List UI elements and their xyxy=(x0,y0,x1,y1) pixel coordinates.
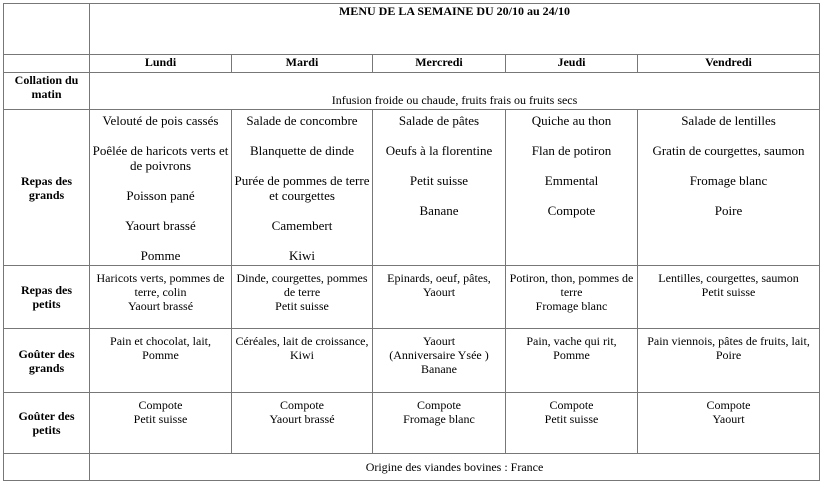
menu-item: Yaourt brassé xyxy=(269,412,335,426)
menu-item: Salade de concombre xyxy=(246,113,358,128)
item-spacer xyxy=(640,188,817,203)
cell-gouter-grands-lundi xyxy=(90,329,232,393)
cell-gouter-petits-vendredi xyxy=(638,393,820,454)
menu-item: Compote xyxy=(547,203,596,218)
cell-gouter-grands-mercredi xyxy=(373,329,506,393)
menu-item: Fromage blanc xyxy=(535,299,608,313)
item-spacer xyxy=(234,128,370,143)
cell-gouter-petits-lundi xyxy=(90,393,232,454)
menu-item: (Anniversaire Ysée ) xyxy=(389,348,489,362)
cell-repas-grands-lundi xyxy=(90,110,232,266)
item-spacer xyxy=(375,158,503,173)
item-spacer xyxy=(508,188,635,203)
item-spacer xyxy=(92,173,229,188)
row-label-gouter-petits: Goûter des petits xyxy=(4,393,90,454)
day-header-mercredi: Mercredi xyxy=(373,55,506,73)
menu-item: Compote xyxy=(549,398,594,412)
menu-item: Salade de lentilles xyxy=(681,113,776,128)
item-spacer xyxy=(508,158,635,173)
menu-item: Lentilles, courgettes, saumon xyxy=(658,271,799,285)
cell-repas-grands-vendredi xyxy=(638,110,820,266)
item-spacer xyxy=(640,158,817,173)
menu-item: Dinde, courgettes, pommes de terre xyxy=(236,271,368,299)
day-header-jeudi: Jeudi xyxy=(506,55,638,73)
row-label-collation: Collation du matin xyxy=(4,73,90,110)
menu-item: Epinards, oeuf, pâtes, Yaourt xyxy=(387,271,491,299)
weekly-menu-table xyxy=(3,3,820,481)
menu-item: Petit suisse xyxy=(409,173,469,188)
cell-repas-grands-mardi xyxy=(232,110,373,266)
menu-item: Haricots verts, pommes de terre, colin xyxy=(96,271,225,299)
menu-item: Petit suisse xyxy=(133,412,188,426)
day-header-mardi: Mardi xyxy=(232,55,373,73)
cell-repas-petits-lundi xyxy=(90,266,232,329)
menu-item: Quiche au thon xyxy=(531,113,612,128)
row-repas-grands xyxy=(4,110,820,266)
menu-item: Banane xyxy=(421,362,457,376)
menu-item: Pomme xyxy=(140,248,181,263)
item-spacer xyxy=(234,233,370,248)
footer-note: Origine des viandes bovines : France xyxy=(90,454,820,481)
menu-item: Petit suisse xyxy=(544,412,599,426)
menu-item: Petit suisse xyxy=(701,285,756,299)
cell-gouter-petits-mercredi xyxy=(373,393,506,454)
day-header-lundi: Lundi xyxy=(90,55,232,73)
item-spacer xyxy=(640,128,817,143)
row-gouter-grands xyxy=(4,329,820,393)
menu-item: Camembert xyxy=(271,218,333,233)
menu-item: Pain, vache qui rit, Pomme xyxy=(526,334,617,362)
cell-repas-petits-jeudi xyxy=(506,266,638,329)
cell-gouter-petits-jeudi xyxy=(506,393,638,454)
corner-cell-2 xyxy=(4,55,90,73)
row-collation-matin xyxy=(4,73,820,110)
menu-item: Emmental xyxy=(544,173,599,188)
menu-item: Pain viennois, pâtes de fruits, lait, Poire xyxy=(647,334,810,362)
menu-item: Compote xyxy=(138,398,183,412)
menu-item: Compote xyxy=(417,398,461,412)
cell-repas-grands-jeudi xyxy=(506,110,638,266)
cell-gouter-grands-vendredi xyxy=(638,329,820,393)
menu-item: Potiron, thon, pommes de terre xyxy=(509,271,634,299)
corner-cell xyxy=(4,4,90,55)
menu-item: Compote xyxy=(706,398,751,412)
menu-item: Poire xyxy=(714,203,743,218)
row-gouter-petits xyxy=(4,393,820,454)
row-label-repas-petits: Repas des petits xyxy=(4,266,90,329)
row-label-repas-grands: Repas des grands xyxy=(4,110,90,266)
cell-gouter-grands-mardi xyxy=(232,329,373,393)
item-spacer xyxy=(92,128,229,143)
item-spacer xyxy=(508,128,635,143)
cell-repas-petits-vendredi xyxy=(638,266,820,329)
menu-item: Yaourt xyxy=(422,334,456,348)
menu-item: Blanquette de dinde xyxy=(250,143,354,158)
menu-item: Fromage blanc xyxy=(403,412,475,426)
item-spacer xyxy=(92,233,229,248)
page-title: MENU DE LA SEMAINE DU 20/10 au 24/10 xyxy=(90,4,820,55)
item-spacer xyxy=(92,203,229,218)
menu-item: Pain et chocolat, lait, Pomme xyxy=(110,334,211,362)
item-spacer xyxy=(234,158,370,173)
cell-gouter-grands-jeudi xyxy=(506,329,638,393)
menu-item: Oeufs à la florentine xyxy=(385,143,493,158)
menu-item: Yaourt xyxy=(712,412,745,426)
item-spacer xyxy=(375,188,503,203)
menu-item: Yaourt brassé xyxy=(125,218,196,233)
day-header-vendredi: Vendredi xyxy=(638,55,820,73)
menu-item: Yaourt brassé xyxy=(127,299,194,313)
menu-item: Poêlée de haricots verts et de poivrons xyxy=(92,143,229,173)
menu-item: Flan de potiron xyxy=(531,143,612,158)
menu-item: Velouté de pois cassés xyxy=(102,113,219,128)
row-repas-petits xyxy=(4,266,820,329)
menu-item: Compote xyxy=(280,398,324,412)
cell-gouter-petits-mardi xyxy=(232,393,373,454)
item-spacer xyxy=(375,128,503,143)
item-spacer xyxy=(234,203,370,218)
menu-item: Petit suisse xyxy=(275,299,329,313)
menu-item: Poisson pané xyxy=(126,188,195,203)
menu-item: Salade de pâtes xyxy=(398,113,480,128)
menu-item: Kiwi xyxy=(289,248,315,263)
row-footer xyxy=(4,454,820,481)
menu-item: Fromage blanc xyxy=(689,173,768,188)
cell-repas-petits-mercredi xyxy=(373,266,506,329)
menu-item: Céréales, lait de croissance, Kiwi xyxy=(235,334,369,362)
collation-content: Infusion froide ou chaude, fruits frais ou fruits secs xyxy=(90,73,820,110)
menu-item: Gratin de courgettes, saumon xyxy=(652,143,805,158)
row-label-gouter-grands: Goûter des grands xyxy=(4,329,90,393)
footer-corner-cell xyxy=(4,454,90,481)
days-header-row xyxy=(4,55,820,73)
menu-item: Purée de pommes de terre et courgettes xyxy=(234,173,370,203)
cell-repas-grands-mercredi xyxy=(373,110,506,266)
title-row xyxy=(4,4,820,55)
cell-repas-petits-mardi xyxy=(232,266,373,329)
menu-item: Banane xyxy=(419,203,459,218)
